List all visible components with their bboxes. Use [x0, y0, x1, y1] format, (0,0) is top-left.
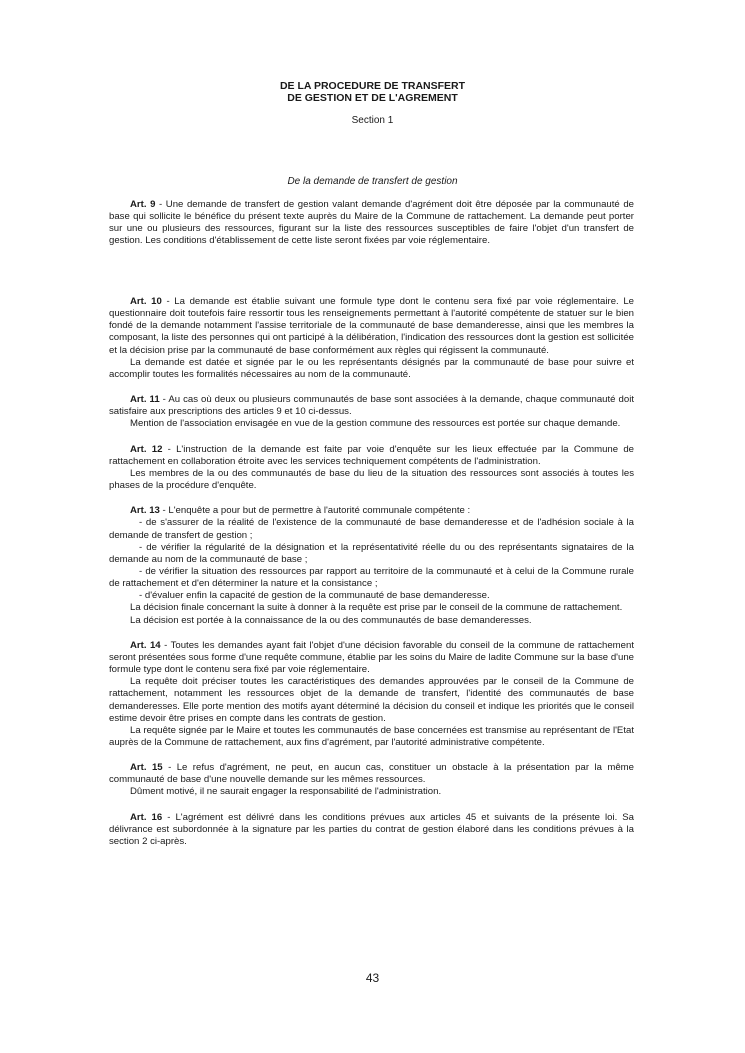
- article-11-text: - Au cas où deux ou plusieurs communautés de base sont associées à la demande, chaque communauté doit satisfaire aux prescriptions des articles 9 et 10 ci-dessus.: [109, 394, 634, 418]
- article-13-item-4: - d'évaluer enfin la capacité de gestion de la communauté de base demanderesse.: [139, 590, 490, 602]
- article-14-text: - Toutes les demandes ayant fait l'objet d'une décision favorable du conseil de la commune de rattachement seront présentées sous forme d'une requête commune, établie par les soins du Maire de ladite Commune sur la base d'une formule type dont le contenu sera fixé par voie réglementaire.: [109, 639, 635, 676]
- article-13-item-2: - de vérifier la régularité de la désignation et la représentativité réelle du ou des représentants signataires de la demande au nom de la communauté de base ;: [109, 541, 634, 565]
- article-12-label: Art. 12: [130, 443, 163, 455]
- section-label: Section 1: [351, 115, 394, 126]
- article-15-paragraph-2: Dûment motivé, il ne saurait engager la responsabilité de l'administration.: [130, 786, 442, 798]
- article-14: [109, 640, 634, 749]
- article-12-text: - L'instruction de la demande est faite par voie d'enquête sur les lieux effectuée par la Commune de rattachement en collaboration étroite avec les services techniquement compétents de l'administration.: [109, 443, 634, 467]
- article-15-paragraph: [109, 762, 634, 786]
- article-10-text: - La demande est établie suivant une formule type dont le contenu sera fixé par voie réglementaire. Le questionnaire doit toutefois faire ressortir tous les renseignements permettant à l'autorité compétente de statuer sur le bien fondé de la demande notamment l'assise territoriale de la communauté de base demanderesse, ainsi que les membres la composant, la liste des personnes qui ont participé à la délibération, l'indication des ressources dont la gestion est sollicitée et la décision prise par la communauté de base conformément aux règles qui régissent la communauté.: [109, 296, 634, 356]
- article-14-label: Art. 14: [130, 639, 161, 651]
- article-11-paragraph-2: Mention de l'association envisagée en vue de la gestion commune des ressources est portée sur chaque demande.: [130, 418, 621, 430]
- article-9-label: Art. 9: [130, 199, 156, 210]
- article-16-paragraph: [109, 812, 634, 848]
- article-12-paragraph: [109, 444, 634, 468]
- article-16-label: Art. 16: [130, 811, 163, 823]
- article-16-text: - L'agrément est délivré dans les conditions prévues aux articles 45 et suivants de la présente loi. Sa délivrance est subordonnée à la signature par les parties du contrat de gestion élaboré dans les conditions prévues à la section 2 ci-après.: [109, 811, 635, 847]
- article-10-paragraph: [109, 296, 634, 357]
- article-13-text: - L'enquête a pour but de permettre à l'autorité communale compétente :: [159, 505, 471, 517]
- page-number: 43: [365, 971, 380, 985]
- document-title-line2: DE GESTION ET DE L'AGREMENT: [287, 92, 458, 104]
- document-title-line1: DE LA PROCEDURE DE TRANSFERT: [279, 80, 466, 92]
- article-11-label: Art. 11: [130, 394, 160, 406]
- article-14-paragraph-2: La requête doit préciser toutes les caractéristiques des demandes approuvées par le conseil de la Commune de rattachement, notamment les ressources objet de la demande de transfert, l'identité des communautés de base demanderesses. Elle porte mention des motifs ayant déterminé la décision du conseil et indique les priorités que le conseil estime devoir être prises en compte dans les contrats de gestion.: [109, 676, 634, 724]
- article-13-item-3: - de vérifier la situation des ressources par rapport au territoire de la communauté et à celui de la Commune rurale de rattachement et d'en déterminer la nature et la consistance ;: [109, 565, 634, 590]
- subheading: De la demande de transfert de gestion: [287, 176, 458, 187]
- article-13-item-1: - de s'assurer de la réalité de l'existence de la communauté de base demanderesse et de l'adhésion sociale à la demande de transfert de gestion ;: [109, 517, 634, 541]
- article-15-label: Art. 15: [130, 762, 163, 774]
- article-13-paragraph: [109, 505, 634, 517]
- article-10-paragraph-2: La demande est datée et signée par le ou les représentants désignés par la communauté de base pour suivre et accomplir toutes les formalités nécessaires au nom de la communauté.: [109, 356, 634, 380]
- article-13: [109, 505, 634, 627]
- article-9: [109, 199, 634, 248]
- article-15: [109, 762, 634, 798]
- article-14-paragraph: [109, 640, 634, 676]
- article-9-text: - Une demande de transfert de gestion valant demande d'agrément doit être déposée par la communauté de base qui sollicite le bénéfice du présent texte auprès du Maire de la Commune de rattachement. La demande peut porter sur une ou plusieurs des ressources, figurant sur la liste des ressources susceptibles de faire l'objet d'un transfert de gestion. Les conditions d'établissement de cette liste seront fixées par voie réglementaire.: [109, 199, 634, 247]
- article-9-paragraph: [109, 199, 634, 248]
- article-15-text: - Le refus d'agrément, ne peut, en aucun cas, constituer un obstacle à la présentation par la même communauté de base d'une nouvelle demande sur les mêmes ressources.: [109, 762, 635, 786]
- article-13-paragraph-2: La décision finale concernant la suite à donner à la requête est prise par le conseil de la commune de rattachement.: [130, 602, 623, 614]
- articles-body: [109, 296, 634, 848]
- article-11-paragraph: [109, 394, 634, 418]
- article-14-paragraph-3: La requête signée par le Maire et toutes les communautés de base concernées est transmise au représentant de l'Etat auprès de la Commune de rattachement, aux fins d'agrément, par l'autorité administrative compétente.: [109, 724, 634, 748]
- article-13-label: Art. 13: [130, 505, 160, 517]
- article-10: [109, 296, 634, 381]
- article-16: [109, 812, 634, 848]
- article-13-paragraph-3: La décision est portée à la connaissance de la ou des communautés de base demanderesses.: [130, 614, 532, 626]
- article-12-paragraph-2: Les membres de la ou des communautés de base du lieu de la situation des ressources sont associés à toutes les phases de la procédure d'enquête.: [109, 467, 634, 492]
- article-12: [109, 444, 634, 493]
- article-10-label: Art. 10: [130, 296, 162, 307]
- article-11: [109, 394, 634, 430]
